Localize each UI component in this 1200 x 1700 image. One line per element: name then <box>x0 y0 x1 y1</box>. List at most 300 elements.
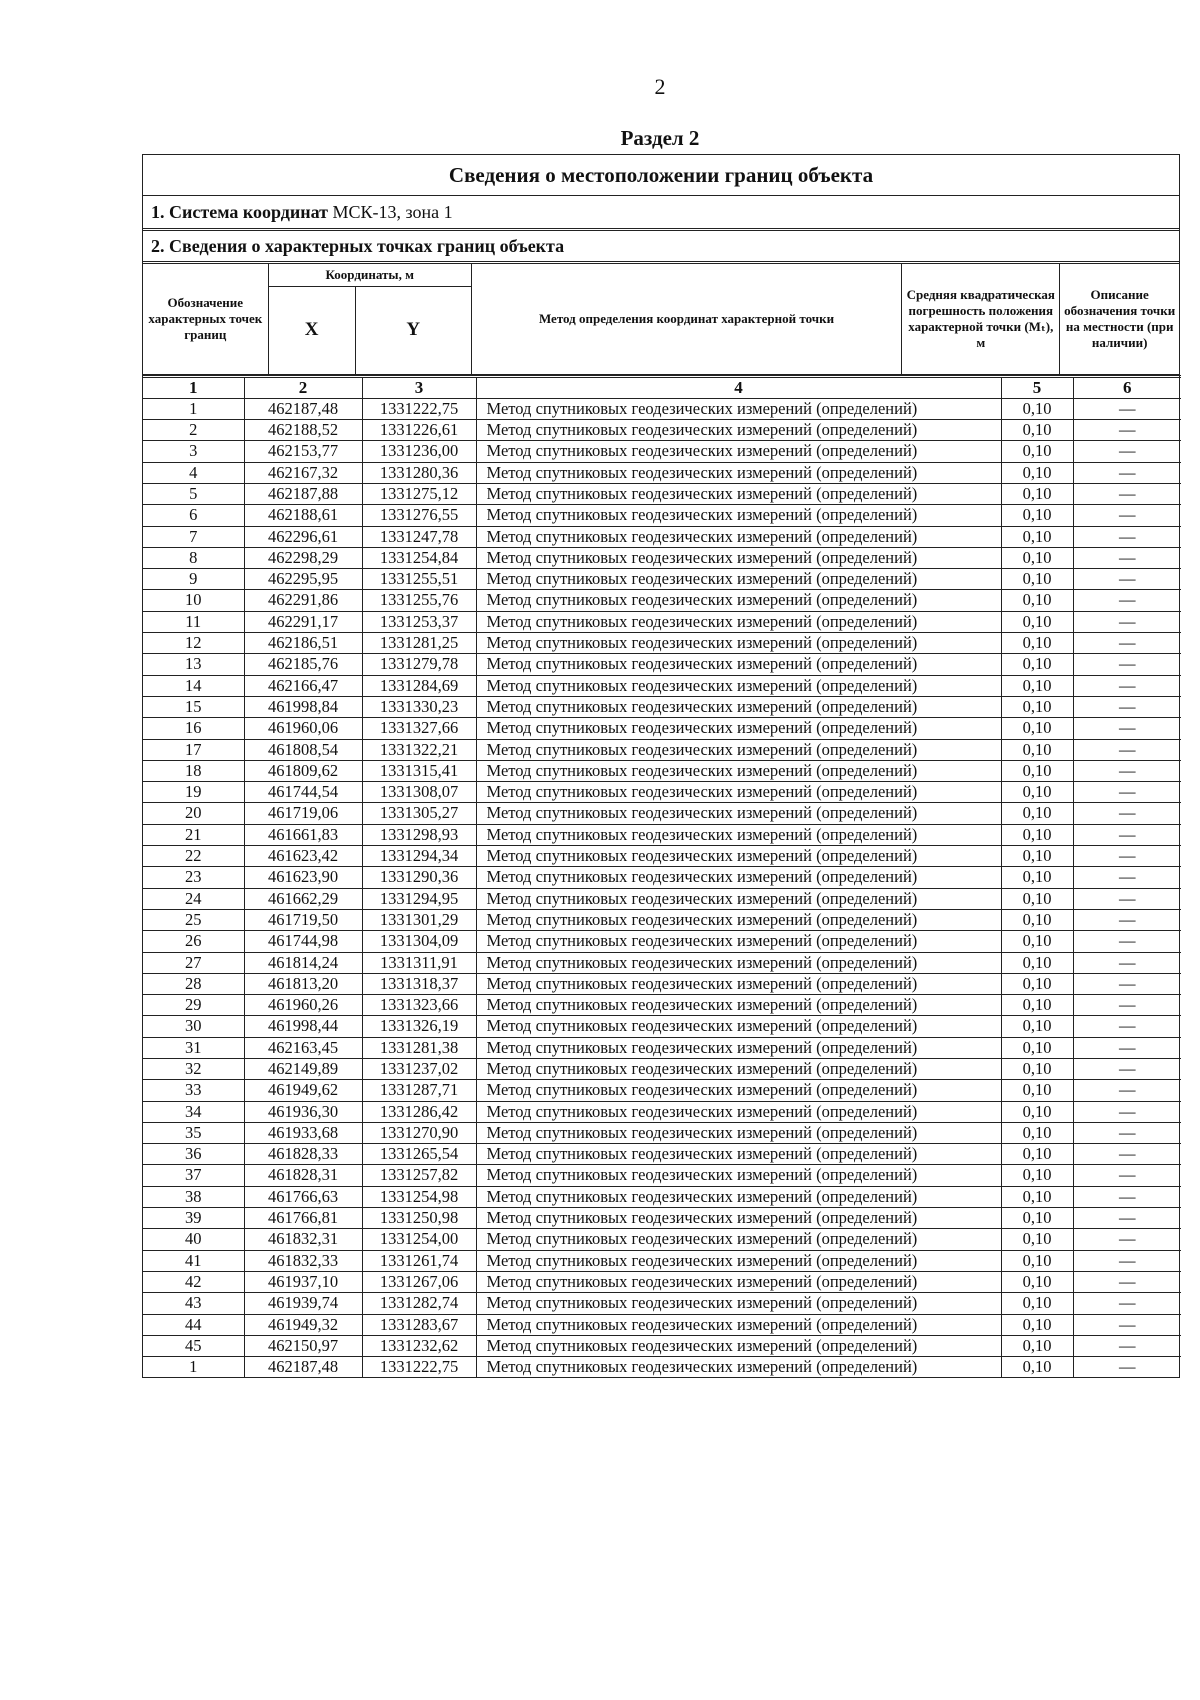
x-coordinate-cell: 462188,61 <box>244 505 362 526</box>
header-x-label: X <box>268 286 355 374</box>
x-coordinate-cell: 462291,17 <box>244 611 362 632</box>
description-cell: — <box>1073 1037 1181 1058</box>
x-coordinate-cell: 461744,54 <box>244 782 362 803</box>
header-y-label: Y <box>355 286 471 374</box>
description-cell: — <box>1073 1186 1181 1207</box>
description-cell: — <box>1073 909 1181 930</box>
y-coordinate-cell: 1331294,95 <box>362 888 476 909</box>
description-cell: — <box>1073 824 1181 845</box>
x-coordinate-cell: 461623,42 <box>244 846 362 867</box>
error-cell: 0,10 <box>1001 909 1073 930</box>
y-coordinate-cell: 1331287,71 <box>362 1080 476 1101</box>
y-coordinate-cell: 1331232,62 <box>362 1335 476 1356</box>
x-coordinate-cell: 462187,48 <box>244 1357 362 1378</box>
error-cell: 0,10 <box>1001 1059 1073 1080</box>
table-row <box>143 590 1181 611</box>
error-cell: 0,10 <box>1001 1357 1073 1378</box>
error-cell: 0,10 <box>1001 1293 1073 1314</box>
error-cell: 0,10 <box>1001 846 1073 867</box>
point-number-cell: 3 <box>143 441 244 462</box>
y-coordinate-cell: 1331257,82 <box>362 1165 476 1186</box>
table-row <box>143 1335 1181 1356</box>
block-title: Сведения о местоположении границ объекта <box>143 155 1179 196</box>
section-title: Раздел 2 <box>620 126 700 150</box>
error-cell: 0,10 <box>1001 739 1073 760</box>
point-number-cell: 40 <box>143 1229 244 1250</box>
y-coordinate-cell: 1331237,02 <box>362 1059 476 1080</box>
table-row <box>143 526 1181 547</box>
table-row <box>143 462 1181 483</box>
table-row <box>143 739 1181 760</box>
y-coordinate-cell: 1331255,51 <box>362 569 476 590</box>
error-cell: 0,10 <box>1001 611 1073 632</box>
point-number-cell: 8 <box>143 547 244 568</box>
error-cell: 0,10 <box>1001 675 1073 696</box>
method-cell: Метод спутниковых геодезических измерений (определений) <box>476 1335 1001 1356</box>
points-table-header <box>143 264 1179 375</box>
x-coordinate-cell: 462188,52 <box>244 420 362 441</box>
error-cell: 0,10 <box>1001 1335 1073 1356</box>
table-row <box>143 483 1181 504</box>
error-cell: 0,10 <box>1001 398 1073 419</box>
header-error-label: Средняя квадратическая погрешность положения характерной точки (Mₜ), м <box>902 264 1060 374</box>
method-cell: Метод спутниковых геодезических измерений (определений) <box>476 398 1001 419</box>
x-coordinate-cell: 462150,97 <box>244 1335 362 1356</box>
method-cell: Метод спутниковых геодезических измерений (определений) <box>476 1101 1001 1122</box>
point-number-cell: 7 <box>143 526 244 547</box>
error-cell: 0,10 <box>1001 1314 1073 1335</box>
y-coordinate-cell: 1331254,84 <box>362 547 476 568</box>
coord-system-line <box>143 196 1179 231</box>
method-cell: Метод спутниковых геодезических измерений (определений) <box>476 867 1001 888</box>
error-cell: 0,10 <box>1001 718 1073 739</box>
table-row <box>143 1186 1181 1207</box>
description-cell: — <box>1073 696 1181 717</box>
method-cell: Метод спутниковых геодезических измерений (определений) <box>476 718 1001 739</box>
error-cell: 0,10 <box>1001 1144 1073 1165</box>
description-cell: — <box>1073 1165 1181 1186</box>
coord-system-value: МСК-13, зона 1 <box>327 202 453 222</box>
description-cell: — <box>1073 526 1181 547</box>
description-cell: — <box>1073 888 1181 909</box>
error-cell: 0,10 <box>1001 931 1073 952</box>
x-coordinate-cell: 462167,32 <box>244 462 362 483</box>
y-coordinate-cell: 1331305,27 <box>362 803 476 824</box>
y-coordinate-cell: 1331279,78 <box>362 654 476 675</box>
method-cell: Метод спутниковых геодезических измерений (определений) <box>476 1229 1001 1250</box>
y-coordinate-cell: 1331250,98 <box>362 1208 476 1229</box>
column-number: 3 <box>362 376 476 398</box>
point-number-cell: 1 <box>143 398 244 419</box>
x-coordinate-cell: 461719,50 <box>244 909 362 930</box>
description-cell: — <box>1073 1271 1181 1292</box>
point-number-cell: 45 <box>143 1335 244 1356</box>
method-cell: Метод спутниковых геодезических измерений (определений) <box>476 824 1001 845</box>
table-row <box>143 931 1181 952</box>
method-cell: Метод спутниковых геодезических измерений (определений) <box>476 803 1001 824</box>
y-coordinate-cell: 1331255,76 <box>362 590 476 611</box>
y-coordinate-cell: 1331315,41 <box>362 760 476 781</box>
error-cell: 0,10 <box>1001 824 1073 845</box>
table-row <box>143 952 1181 973</box>
method-cell: Метод спутниковых геодезических измерений (определений) <box>476 696 1001 717</box>
description-cell: — <box>1073 654 1181 675</box>
error-cell: 0,10 <box>1001 1186 1073 1207</box>
column-number: 6 <box>1073 376 1181 398</box>
error-cell: 0,10 <box>1001 1101 1073 1122</box>
column-number-row <box>143 376 1181 398</box>
x-coordinate-cell: 461808,54 <box>244 739 362 760</box>
x-coordinate-cell: 461828,33 <box>244 1144 362 1165</box>
x-coordinate-cell: 461933,68 <box>244 1122 362 1143</box>
y-coordinate-cell: 1331281,25 <box>362 633 476 654</box>
x-coordinate-cell: 461766,81 <box>244 1208 362 1229</box>
description-cell: — <box>1073 1059 1181 1080</box>
point-number-cell: 15 <box>143 696 244 717</box>
error-cell: 0,10 <box>1001 483 1073 504</box>
description-cell: — <box>1073 803 1181 824</box>
x-coordinate-cell: 462185,76 <box>244 654 362 675</box>
point-number-cell: 34 <box>143 1101 244 1122</box>
error-cell: 0,10 <box>1001 1080 1073 1101</box>
method-cell: Метод спутниковых геодезических измерений (определений) <box>476 611 1001 632</box>
x-coordinate-cell: 461623,90 <box>244 867 362 888</box>
y-coordinate-cell: 1331284,69 <box>362 675 476 696</box>
error-cell: 0,10 <box>1001 654 1073 675</box>
x-coordinate-cell: 462166,47 <box>244 675 362 696</box>
column-number: 2 <box>244 376 362 398</box>
description-cell: — <box>1073 675 1181 696</box>
description-cell: — <box>1073 483 1181 504</box>
table-row <box>143 718 1181 739</box>
method-cell: Метод спутниковых геодезических измерений (определений) <box>476 654 1001 675</box>
point-number-cell: 17 <box>143 739 244 760</box>
boundary-info-block <box>142 154 1180 1378</box>
x-coordinate-cell: 461832,31 <box>244 1229 362 1250</box>
method-cell: Метод спутниковых геодезических измерений (определений) <box>476 782 1001 803</box>
point-number-cell: 23 <box>143 867 244 888</box>
table-row <box>143 1208 1181 1229</box>
table-row <box>143 1165 1181 1186</box>
description-cell: — <box>1073 1101 1181 1122</box>
method-cell: Метод спутниковых геодезических измерений (определений) <box>476 1271 1001 1292</box>
method-cell: Метод спутниковых геодезических измерений (определений) <box>476 675 1001 696</box>
y-coordinate-cell: 1331301,29 <box>362 909 476 930</box>
column-number: 5 <box>1001 376 1073 398</box>
x-coordinate-cell: 461936,30 <box>244 1101 362 1122</box>
point-number-cell: 28 <box>143 973 244 994</box>
y-coordinate-cell: 1331304,09 <box>362 931 476 952</box>
point-number-cell: 21 <box>143 824 244 845</box>
error-cell: 0,10 <box>1001 867 1073 888</box>
table-row <box>143 1144 1181 1165</box>
y-coordinate-cell: 1331327,66 <box>362 718 476 739</box>
point-number-cell: 11 <box>143 611 244 632</box>
table-row <box>143 803 1181 824</box>
method-cell: Метод спутниковых геодезических измерений (определений) <box>476 760 1001 781</box>
y-coordinate-cell: 1331267,06 <box>362 1271 476 1292</box>
x-coordinate-cell: 461809,62 <box>244 760 362 781</box>
y-coordinate-cell: 1331222,75 <box>362 398 476 419</box>
table-row <box>143 760 1181 781</box>
error-cell: 0,10 <box>1001 803 1073 824</box>
description-cell: — <box>1073 973 1181 994</box>
point-number-cell: 16 <box>143 718 244 739</box>
point-number-cell: 38 <box>143 1186 244 1207</box>
description-cell: — <box>1073 611 1181 632</box>
point-number-cell: 19 <box>143 782 244 803</box>
x-coordinate-cell: 462298,29 <box>244 547 362 568</box>
x-coordinate-cell: 462163,45 <box>244 1037 362 1058</box>
table-row <box>143 909 1181 930</box>
method-cell: Метод спутниковых геодезических измерений (определений) <box>476 1314 1001 1335</box>
x-coordinate-cell: 461949,62 <box>244 1080 362 1101</box>
description-cell: — <box>1073 590 1181 611</box>
method-cell: Метод спутниковых геодезических измерений (определений) <box>476 1080 1001 1101</box>
error-cell: 0,10 <box>1001 569 1073 590</box>
header-point-label: Обозначение характерных точек границ <box>143 264 268 374</box>
description-cell: — <box>1073 633 1181 654</box>
point-number-cell: 36 <box>143 1144 244 1165</box>
table-row <box>143 1122 1181 1143</box>
error-cell: 0,10 <box>1001 888 1073 909</box>
y-coordinate-cell: 1331318,37 <box>362 973 476 994</box>
x-coordinate-cell: 462295,95 <box>244 569 362 590</box>
point-number-cell: 42 <box>143 1271 244 1292</box>
description-cell: — <box>1073 1229 1181 1250</box>
y-coordinate-cell: 1331330,23 <box>362 696 476 717</box>
x-coordinate-cell: 462291,86 <box>244 590 362 611</box>
table-row <box>143 547 1181 568</box>
point-number-cell: 9 <box>143 569 244 590</box>
table-row <box>143 867 1181 888</box>
table-row <box>143 1101 1181 1122</box>
x-coordinate-cell: 461662,29 <box>244 888 362 909</box>
description-cell: — <box>1073 462 1181 483</box>
x-coordinate-cell: 462187,48 <box>244 398 362 419</box>
table-row <box>143 441 1181 462</box>
y-coordinate-cell: 1331298,93 <box>362 824 476 845</box>
error-cell: 0,10 <box>1001 1122 1073 1143</box>
description-cell: — <box>1073 739 1181 760</box>
error-cell: 0,10 <box>1001 782 1073 803</box>
description-cell: — <box>1073 718 1181 739</box>
x-coordinate-cell: 462296,61 <box>244 526 362 547</box>
method-cell: Метод спутниковых геодезических измерений (определений) <box>476 973 1001 994</box>
description-cell: — <box>1073 1144 1181 1165</box>
error-cell: 0,10 <box>1001 1271 1073 1292</box>
method-cell: Метод спутниковых геодезических измерений (определений) <box>476 547 1001 568</box>
y-coordinate-cell: 1331282,74 <box>362 1293 476 1314</box>
error-cell: 0,10 <box>1001 441 1073 462</box>
point-number-cell: 1 <box>143 1357 244 1378</box>
table-row <box>143 1250 1181 1271</box>
point-number-cell: 6 <box>143 505 244 526</box>
page-number: 2 <box>654 74 666 99</box>
x-coordinate-cell: 462153,77 <box>244 441 362 462</box>
method-cell: Метод спутниковых геодезических измерений (определений) <box>476 505 1001 526</box>
coord-system-label: 1. Система координат <box>151 202 328 222</box>
method-cell: Метод спутниковых геодезических измерений (определений) <box>476 590 1001 611</box>
error-cell: 0,10 <box>1001 973 1073 994</box>
method-cell: Метод спутниковых геодезических измерений (определений) <box>476 1122 1001 1143</box>
x-coordinate-cell: 461949,32 <box>244 1314 362 1335</box>
method-cell: Метод спутниковых геодезических измерений (определений) <box>476 888 1001 909</box>
x-coordinate-cell: 461960,26 <box>244 995 362 1016</box>
error-cell: 0,10 <box>1001 1229 1073 1250</box>
y-coordinate-cell: 1331311,91 <box>362 952 476 973</box>
table-row <box>143 1293 1181 1314</box>
table-row <box>143 1229 1181 1250</box>
error-cell: 0,10 <box>1001 1208 1073 1229</box>
table-row <box>143 973 1181 994</box>
error-cell: 0,10 <box>1001 952 1073 973</box>
method-cell: Метод спутниковых геодезических измерений (определений) <box>476 952 1001 973</box>
y-coordinate-cell: 1331261,74 <box>362 1250 476 1271</box>
points-table <box>143 375 1181 1378</box>
method-cell: Метод спутниковых геодезических измерений (определений) <box>476 1059 1001 1080</box>
point-number-cell: 30 <box>143 1016 244 1037</box>
method-cell: Метод спутниковых геодезических измерений (определений) <box>476 1357 1001 1378</box>
description-cell: — <box>1073 1208 1181 1229</box>
method-cell: Метод спутниковых геодезических измерений (определений) <box>476 1208 1001 1229</box>
header-method-label: Метод определения координат характерной точки <box>471 264 901 374</box>
point-number-cell: 20 <box>143 803 244 824</box>
x-coordinate-cell: 461937,10 <box>244 1271 362 1292</box>
description-cell: — <box>1073 569 1181 590</box>
point-number-cell: 12 <box>143 633 244 654</box>
method-cell: Метод спутниковых геодезических измерений (определений) <box>476 483 1001 504</box>
table-row <box>143 675 1181 696</box>
description-cell: — <box>1073 1122 1181 1143</box>
x-coordinate-cell: 461960,06 <box>244 718 362 739</box>
point-number-cell: 32 <box>143 1059 244 1080</box>
table-row <box>143 398 1181 419</box>
y-coordinate-cell: 1331280,36 <box>362 462 476 483</box>
description-cell: — <box>1073 782 1181 803</box>
method-cell: Метод спутниковых геодезических измерений (определений) <box>476 1165 1001 1186</box>
error-cell: 0,10 <box>1001 590 1073 611</box>
table-row <box>143 505 1181 526</box>
table-row <box>143 1080 1181 1101</box>
x-coordinate-cell: 462149,89 <box>244 1059 362 1080</box>
y-coordinate-cell: 1331281,38 <box>362 1037 476 1058</box>
point-number-cell: 26 <box>143 931 244 952</box>
method-cell: Метод спутниковых геодезических измерений (определений) <box>476 526 1001 547</box>
table-row <box>143 611 1181 632</box>
error-cell: 0,10 <box>1001 633 1073 654</box>
header-desc-label: Описание обозначения точки на местности (при наличии) <box>1060 264 1179 374</box>
description-cell: — <box>1073 1357 1181 1378</box>
table-row <box>143 420 1181 441</box>
x-coordinate-cell: 461719,06 <box>244 803 362 824</box>
point-number-cell: 35 <box>143 1122 244 1143</box>
point-number-cell: 43 <box>143 1293 244 1314</box>
x-coordinate-cell: 461998,44 <box>244 1016 362 1037</box>
x-coordinate-cell: 461744,98 <box>244 931 362 952</box>
method-cell: Метод спутниковых геодезических измерений (определений) <box>476 1186 1001 1207</box>
method-cell: Метод спутниковых геодезических измерений (определений) <box>476 846 1001 867</box>
error-cell: 0,10 <box>1001 462 1073 483</box>
method-cell: Метод спутниковых геодезических измерений (определений) <box>476 420 1001 441</box>
error-cell: 0,10 <box>1001 420 1073 441</box>
description-cell: — <box>1073 931 1181 952</box>
description-cell: — <box>1073 1335 1181 1356</box>
method-cell: Метод спутниковых геодезических измерений (определений) <box>476 633 1001 654</box>
table-row <box>143 888 1181 909</box>
description-cell: — <box>1073 1293 1181 1314</box>
description-cell: — <box>1073 995 1181 1016</box>
description-cell: — <box>1073 547 1181 568</box>
method-cell: Метод спутниковых геодезических измерений (определений) <box>476 1144 1001 1165</box>
y-coordinate-cell: 1331308,07 <box>362 782 476 803</box>
error-cell: 0,10 <box>1001 1165 1073 1186</box>
x-coordinate-cell: 462187,88 <box>244 483 362 504</box>
point-number-cell: 29 <box>143 995 244 1016</box>
y-coordinate-cell: 1331283,67 <box>362 1314 476 1335</box>
x-coordinate-cell: 462186,51 <box>244 633 362 654</box>
point-number-cell: 41 <box>143 1250 244 1271</box>
error-cell: 0,10 <box>1001 995 1073 1016</box>
x-coordinate-cell: 461814,24 <box>244 952 362 973</box>
x-coordinate-cell: 461832,33 <box>244 1250 362 1271</box>
points-heading: 2. Сведения о характерных точках границ объекта <box>143 231 1179 264</box>
point-number-cell: 44 <box>143 1314 244 1335</box>
description-cell: — <box>1073 867 1181 888</box>
point-number-cell: 31 <box>143 1037 244 1058</box>
column-number: 4 <box>476 376 1001 398</box>
column-number: 1 <box>143 376 244 398</box>
y-coordinate-cell: 1331247,78 <box>362 526 476 547</box>
table-row <box>143 1059 1181 1080</box>
point-number-cell: 14 <box>143 675 244 696</box>
description-cell: — <box>1073 1314 1181 1335</box>
y-coordinate-cell: 1331236,00 <box>362 441 476 462</box>
method-cell: Метод спутниковых геодезических измерений (определений) <box>476 1293 1001 1314</box>
y-coordinate-cell: 1331326,19 <box>362 1016 476 1037</box>
y-coordinate-cell: 1331226,61 <box>362 420 476 441</box>
x-coordinate-cell: 461998,84 <box>244 696 362 717</box>
y-coordinate-cell: 1331253,37 <box>362 611 476 632</box>
y-coordinate-cell: 1331286,42 <box>362 1101 476 1122</box>
x-coordinate-cell: 461813,20 <box>244 973 362 994</box>
point-number-cell: 24 <box>143 888 244 909</box>
error-cell: 0,10 <box>1001 1016 1073 1037</box>
y-coordinate-cell: 1331254,98 <box>362 1186 476 1207</box>
point-number-cell: 25 <box>143 909 244 930</box>
table-row <box>143 1016 1181 1037</box>
error-cell: 0,10 <box>1001 505 1073 526</box>
table-row <box>143 633 1181 654</box>
error-cell: 0,10 <box>1001 1250 1073 1271</box>
error-cell: 0,10 <box>1001 696 1073 717</box>
method-cell: Метод спутниковых геодезических измерений (определений) <box>476 462 1001 483</box>
method-cell: Метод спутниковых геодезических измерений (определений) <box>476 1016 1001 1037</box>
y-coordinate-cell: 1331275,12 <box>362 483 476 504</box>
y-coordinate-cell: 1331265,54 <box>362 1144 476 1165</box>
description-cell: — <box>1073 1250 1181 1271</box>
point-number-cell: 13 <box>143 654 244 675</box>
x-coordinate-cell: 461939,74 <box>244 1293 362 1314</box>
error-cell: 0,10 <box>1001 1037 1073 1058</box>
table-row <box>143 1314 1181 1335</box>
point-number-cell: 27 <box>143 952 244 973</box>
error-cell: 0,10 <box>1001 760 1073 781</box>
error-cell: 0,10 <box>1001 526 1073 547</box>
point-number-cell: 37 <box>143 1165 244 1186</box>
table-row <box>143 1271 1181 1292</box>
point-number-cell: 22 <box>143 846 244 867</box>
